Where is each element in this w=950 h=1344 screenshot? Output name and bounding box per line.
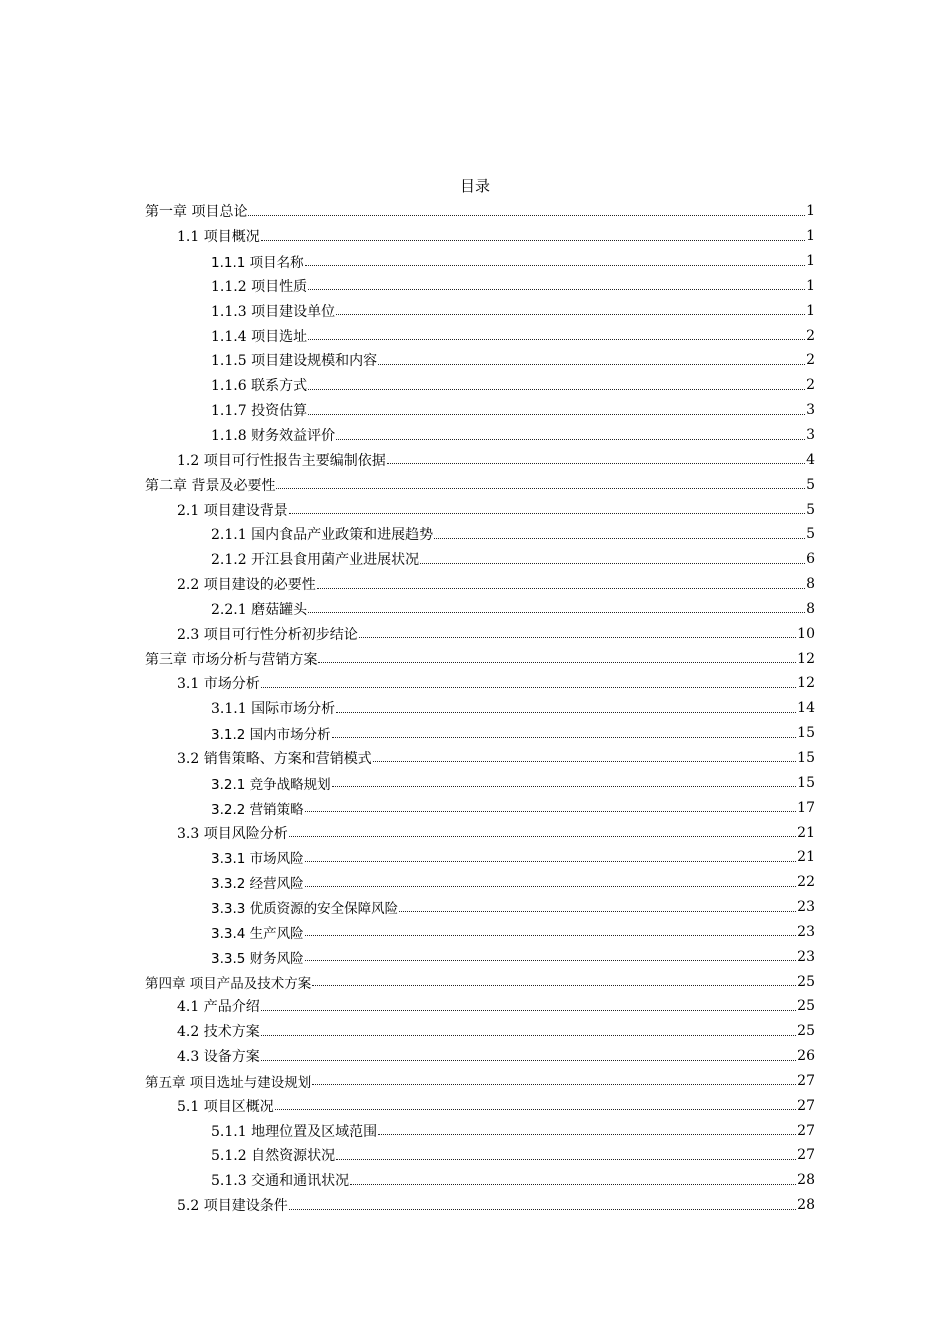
toc-entry-label: 4.3 设备方案: [177, 1049, 260, 1066]
toc-dot-leader: [261, 996, 796, 1011]
toc-dot-leader: [318, 648, 796, 663]
toc-dot-leader: [308, 275, 805, 290]
toc-dot-leader: [378, 350, 805, 365]
toc-subsection-entry[interactable]: [145, 348, 815, 373]
toc-subsection-entry[interactable]: [145, 1118, 815, 1143]
toc-subsection-entry[interactable]: [145, 249, 815, 274]
toc-dot-leader: [308, 325, 805, 340]
toc-chapter-entry[interactable]: [145, 969, 815, 994]
toc-page-number: 23: [797, 923, 815, 940]
toc-entry-label: 3.3.4 生产风险: [211, 925, 304, 942]
toc-dot-leader: [332, 772, 797, 787]
toc-entry-label: 1.1.8 财务效益评价: [211, 428, 336, 445]
table-of-contents: [145, 199, 815, 1218]
toc-dot-leader: [305, 847, 797, 862]
toc-subsection-entry[interactable]: [145, 770, 815, 795]
toc-dot-leader: [336, 698, 796, 713]
toc-dot-leader: [317, 574, 805, 589]
toc-entry-label: 5.1.2 自然资源状况: [211, 1148, 336, 1165]
toc-dot-leader: [261, 1046, 796, 1061]
toc-entry-label: 2.1.1 国内食品产业政策和进展趋势: [211, 527, 434, 544]
toc-dot-leader: [373, 747, 796, 762]
toc-page-number: 6: [806, 551, 815, 568]
toc-dot-leader: [359, 623, 796, 638]
toc-page-number: 21: [797, 824, 815, 841]
toc-page-number: 1: [806, 302, 815, 319]
toc-dot-leader: [378, 1120, 796, 1135]
toc-entry-label: 2.2.1 磨菇罐头: [211, 601, 308, 618]
toc-entry-label: 2.3 项目可行性分析初步结论: [177, 626, 358, 643]
toc-dot-leader: [336, 425, 805, 440]
toc-page-number: 17: [797, 799, 815, 816]
toc-entry-label: 3.3.3 优质资源的安全保障风险: [211, 901, 399, 918]
toc-chapter-entry[interactable]: [145, 472, 815, 497]
toc-page-number: 21: [797, 849, 815, 866]
toc-dot-leader: [350, 1170, 796, 1185]
toc-section-entry[interactable]: [145, 224, 815, 249]
toc-subsection-entry[interactable]: [145, 795, 815, 820]
toc-dot-leader: [261, 1021, 796, 1036]
toc-dot-leader: [276, 474, 805, 489]
toc-section-entry[interactable]: [145, 621, 815, 646]
toc-dot-leader: [312, 971, 796, 986]
toc-subsection-entry[interactable]: [145, 274, 815, 299]
toc-dot-leader: [312, 1070, 796, 1085]
toc-dot-leader: [305, 921, 797, 936]
toc-entry-label: 1.1.3 项目建设单位: [211, 303, 336, 320]
toc-page-number: 12: [797, 650, 815, 667]
toc-subsection-entry[interactable]: [145, 721, 815, 746]
toc-page-number: 5: [806, 526, 815, 543]
toc-page-number: 26: [797, 1048, 815, 1065]
toc-entry-label: 5.1.1 地理位置及区域范围: [211, 1123, 378, 1140]
toc-entry-label: 2.1.2 开江县食用菌产业进展状况: [211, 552, 420, 569]
toc-entry-label: 4.2 技术方案: [177, 1024, 260, 1041]
toc-subsection-entry[interactable]: [145, 1168, 815, 1193]
toc-entry-label: 2.1 项目建设背景: [177, 502, 288, 519]
toc-entry-label: 1.1 项目概况: [177, 229, 260, 246]
toc-dot-leader: [305, 797, 797, 812]
toc-subsection-entry[interactable]: [145, 547, 815, 572]
toc-entry-label: 1.2 项目可行性报告主要编制依据: [177, 452, 386, 469]
toc-page-number: 15: [797, 725, 815, 742]
toc-subsection-entry[interactable]: [145, 944, 815, 969]
toc-section-entry[interactable]: [145, 994, 815, 1019]
toc-subsection-entry[interactable]: [145, 696, 815, 721]
toc-entry-label: 5.2 项目建设条件: [177, 1198, 288, 1215]
toc-page-number: 25: [797, 1023, 815, 1040]
toc-page-number: 27: [797, 1122, 815, 1139]
toc-page-number: 1: [806, 203, 815, 220]
toc-dot-leader: [308, 598, 805, 613]
toc-page-number: 28: [797, 1172, 815, 1189]
toc-page-number: 22: [797, 874, 815, 891]
toc-entry-label: 3.2.1 竞争战略规划: [211, 776, 331, 793]
toc-entry-label: 第三章 市场分析与营销方案: [145, 651, 318, 668]
toc-dot-leader: [305, 872, 797, 887]
toc-dot-leader: [434, 524, 805, 539]
toc-subsection-entry[interactable]: [145, 1143, 815, 1168]
toc-subsection-entry[interactable]: [145, 323, 815, 348]
toc-page-number: 8: [806, 600, 815, 617]
toc-dot-leader: [289, 1195, 796, 1210]
toc-page-number: 25: [797, 973, 815, 990]
toc-dot-leader: [420, 549, 805, 564]
toc-entry-label: 1.1.4 项目选址: [211, 328, 308, 345]
toc-entry-label: 3.3 项目风险分析: [177, 825, 288, 842]
toc-chapter-entry[interactable]: [145, 199, 815, 224]
toc-entry-label: 5.1 项目区概况: [177, 1098, 274, 1115]
toc-page-number: 28: [797, 1197, 815, 1214]
toc-page-number: 10: [797, 625, 815, 642]
toc-dot-leader: [248, 201, 805, 216]
toc-dot-leader: [332, 723, 797, 738]
toc-page-number: 8: [806, 576, 815, 593]
toc-page-number: 12: [797, 675, 815, 692]
toc-dot-leader: [289, 499, 805, 514]
toc-entry-label: 3.2 销售策略、方案和营销模式: [177, 750, 372, 767]
toc-page-number: 1: [806, 277, 815, 294]
toc-section-entry[interactable]: [145, 447, 815, 472]
toc-dot-leader: [399, 897, 796, 912]
toc-page-number: 15: [797, 774, 815, 791]
toc-subsection-entry[interactable]: [145, 373, 815, 398]
toc-dot-leader: [275, 1095, 796, 1110]
toc-page-number: 1: [806, 228, 815, 245]
toc-dot-leader: [261, 226, 805, 241]
toc-entry-label: 5.1.3 交通和通讯状况: [211, 1173, 350, 1190]
toc-entry-label: 1.1.2 项目性质: [211, 278, 308, 295]
toc-section-entry[interactable]: [145, 1019, 815, 1044]
toc-page-number: 1: [806, 253, 815, 270]
toc-page-number: 23: [797, 899, 815, 916]
toc-subsection-entry[interactable]: [145, 522, 815, 547]
toc-dot-leader: [261, 673, 796, 688]
toc-entry-label: 3.1 市场分析: [177, 676, 260, 693]
toc-section-entry[interactable]: [145, 497, 815, 522]
toc-page-number: 15: [797, 749, 815, 766]
toc-entry-label: 第二章 背景及必要性: [145, 477, 276, 494]
toc-entry-label: 4.1 产品介绍: [177, 999, 260, 1016]
toc-entry-label: 1.1.7 投资估算: [211, 403, 308, 420]
toc-page-number: 27: [797, 1147, 815, 1164]
toc-page-number: 14: [797, 700, 815, 717]
toc-dot-leader: [289, 822, 796, 837]
toc-dot-leader: [336, 300, 805, 315]
toc-page-number: 2: [806, 377, 815, 394]
toc-entry-label: 3.3.1 市场风险: [211, 851, 304, 868]
toc-subsection-entry[interactable]: [145, 398, 815, 423]
toc-subsection-entry[interactable]: [145, 895, 815, 920]
toc-entry-label: 3.3.5 财务风险: [211, 950, 304, 967]
toc-page-number: 23: [797, 948, 815, 965]
toc-subsection-entry[interactable]: [145, 919, 815, 944]
toc-dot-leader: [305, 251, 805, 266]
toc-dot-leader: [305, 946, 797, 961]
toc-section-entry[interactable]: [145, 1093, 815, 1118]
toc-entry-label: 1.1.6 联系方式: [211, 378, 308, 395]
page-title: 目录: [459, 177, 490, 195]
toc-dot-leader: [308, 400, 805, 415]
toc-subsection-entry[interactable]: [145, 298, 815, 323]
toc-entry-label: 第四章 项目产品及技术方案: [145, 975, 312, 992]
toc-entry-label: 3.2.2 营销策略: [211, 801, 304, 818]
toc-chapter-entry[interactable]: [145, 646, 815, 671]
toc-subsection-entry[interactable]: [145, 423, 815, 448]
toc-page-number: 3: [806, 402, 815, 419]
toc-page-number: 5: [806, 476, 815, 493]
toc-entry-label: 3.3.2 经营风险: [211, 876, 304, 893]
toc-page-number: 4: [806, 451, 815, 468]
toc-page-number: 2: [806, 352, 815, 369]
toc-page-number: 27: [797, 1072, 815, 1089]
toc-entry-label: 3.1.1 国际市场分析: [211, 701, 336, 718]
toc-subsection-entry[interactable]: [145, 870, 815, 895]
toc-section-entry[interactable]: [145, 820, 815, 845]
toc-page-number: 25: [797, 998, 815, 1015]
toc-page-number: 5: [806, 501, 815, 518]
toc-subsection-entry[interactable]: [145, 597, 815, 622]
toc-page-number: 3: [806, 427, 815, 444]
toc-entry-label: 第一章 项目总论: [145, 204, 248, 221]
toc-dot-leader: [336, 1145, 796, 1160]
toc-entry-label: 1.1.5 项目建设规模和内容: [211, 353, 378, 370]
toc-entry-label: 2.2 项目建设的必要性: [177, 577, 316, 594]
toc-page-number: 2: [806, 327, 815, 344]
toc-section-entry[interactable]: [145, 1044, 815, 1069]
toc-entry-label: 3.1.2 国内市场分析: [211, 727, 331, 744]
toc-section-entry[interactable]: [145, 671, 815, 696]
toc-subsection-entry[interactable]: [145, 845, 815, 870]
toc-dot-leader: [308, 375, 805, 390]
toc-section-entry[interactable]: [145, 746, 815, 771]
toc-dot-leader: [387, 449, 805, 464]
toc-page-number: 27: [797, 1097, 815, 1114]
toc-section-entry[interactable]: [145, 1193, 815, 1218]
toc-entry-label: 1.1.1 项目名称: [211, 255, 304, 272]
toc-section-entry[interactable]: [145, 572, 815, 597]
toc-chapter-entry[interactable]: [145, 1069, 815, 1094]
toc-entry-label: 第五章 项目选址与建设规划: [145, 1074, 312, 1091]
